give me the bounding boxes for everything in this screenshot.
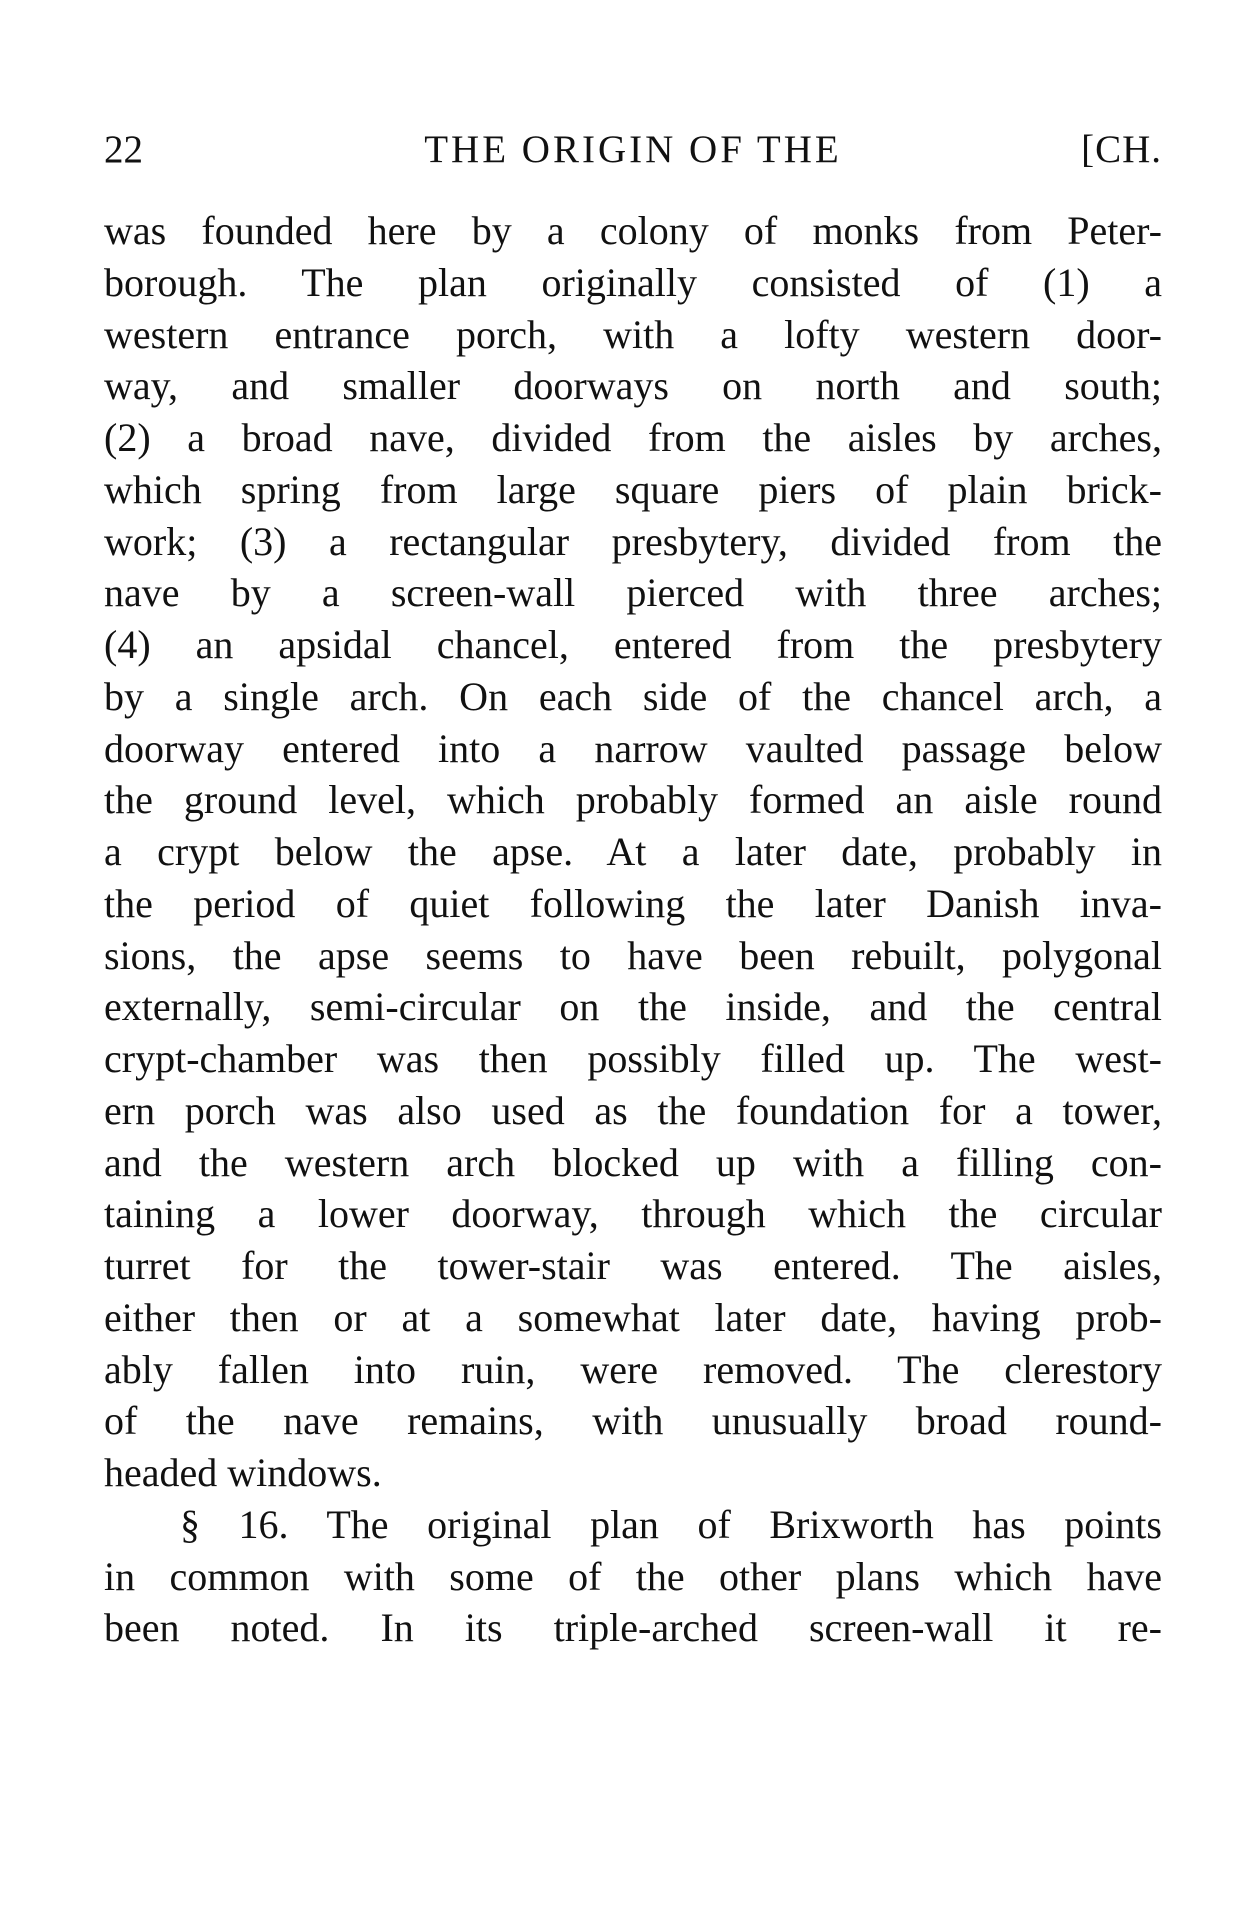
text-line: western entrance porch, with a lofty western door- <box>104 311 1162 357</box>
text-line: externally, semi-circular on the inside, and the central <box>104 984 1162 1030</box>
text-line: (2) a broad nave, divided from the aisles by arches, <box>104 415 1162 460</box>
running-title: THE ORIGIN OF THE <box>424 128 842 171</box>
text-line: ern porch was also used as the foundation for a tower, <box>104 1087 1162 1133</box>
page-number: 22 <box>104 128 143 171</box>
text-line: been noted. In its triple-arched screen-wall it re- <box>104 1605 1162 1651</box>
text-line: doorway entered into a narrow vaulted passage below <box>104 725 1162 771</box>
text-line: by a single arch. On each side of the chancel arch, a <box>104 673 1162 719</box>
text-line: a crypt below the apse. At a later date, probably in <box>104 829 1162 874</box>
text-line: sions, the apse seems to have been rebuilt, polygonal <box>104 932 1162 978</box>
text-line: the ground level, which probably formed an aisle round <box>104 777 1162 823</box>
section-opening-line: § 16. The original plan of Brixworth has points <box>180 1501 1162 1547</box>
body-text <box>104 205 1162 1654</box>
text-line: either then or at a somewhat later date, having prob- <box>104 1294 1162 1340</box>
running-head <box>104 126 1162 174</box>
text-line: in common with some of the other plans which have <box>104 1553 1162 1599</box>
text-line: taining a lower doorway, through which the circular <box>104 1191 1162 1237</box>
text-line: crypt-chamber was then possibly filled up. The west- <box>104 1036 1162 1081</box>
text-line: way, and smaller doorways on north and south; <box>104 363 1162 409</box>
text-line: (4) an apsidal chancel, entered from the presbytery <box>104 622 1162 667</box>
paragraph-last-line: headed windows. <box>104 1450 382 1495</box>
text-line: work; (3) a rectangular presbytery, divided from the <box>104 518 1162 564</box>
chapter-mark: [CH. <box>1081 128 1162 171</box>
text-line: turret for the tower-stair was entered. The aisles, <box>104 1243 1162 1288</box>
text-line: borough. The plan originally consisted of (1) a <box>104 259 1162 305</box>
text-line: nave by a screen-wall pierced with three arches; <box>104 570 1162 616</box>
text-line: was founded here by a colony of monks from Peter- <box>104 208 1162 253</box>
text-line: of the nave remains, with unusually broad round- <box>104 1398 1162 1444</box>
text-line: the period of quiet following the later Danish inva- <box>104 880 1162 926</box>
text-line: ably fallen into ruin, were removed. The clerestory <box>104 1346 1162 1392</box>
text-line: and the western arch blocked up with a filling con- <box>104 1139 1162 1185</box>
text-line: which spring from large square piers of plain brick- <box>104 466 1162 512</box>
